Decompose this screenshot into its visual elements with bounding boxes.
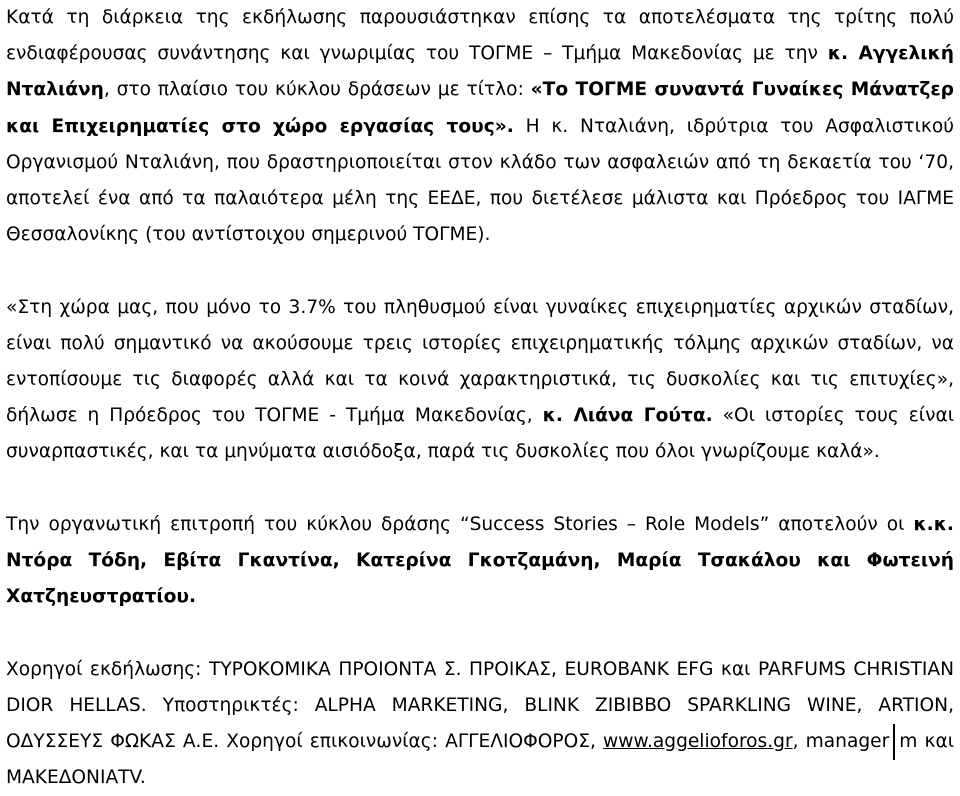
boxed-text: m — [893, 724, 917, 760]
paragraph-segment-bold: κ.κ. Ντόρα Τόδη, Εβίτα Γκαντίνα, Κατερίνα Γκοτζαμάνη, Μαρία Τσακάλου και Φωτεινή Χατζηευστρατίου. — [6, 513, 954, 608]
paragraph-segment: «Στη χώρα μας, που μόνο το 3.7% του πληθυσμού είναι γυναίκες επιχειρηματίες αρχικών σταδίων, είναι πολύ σημαντικό να ακούσουμε τρεις ιστορίες επιχειρηματικής τόλμης αρχικών σταδίων, να εντοπίσουμε τις διαφορές αλλά και τα κοινά χαρακτηριστικά, τις δυσκολίες και τις επιτυχίες», δήλωσε η Πρόεδρος του ΤΟΓΜΕ - Τμήμα Μακεδονίας, — [6, 296, 954, 427]
paragraph-event-results — [6, 0, 954, 253]
paragraph-segment-bold: «Το ΤΟΓΜΕ συναντά Γυναίκες Μάνατζερ και Επιχειρηματίες στο χώρο εργασίας τους». — [6, 79, 954, 137]
paragraph-segment: Την οργανωτική επιτροπή του κύκλου δράσης “Success Stories – Role Models” αποτελούν οι — [6, 513, 914, 535]
paragraph-president-quote — [6, 290, 954, 471]
paragraph-segment: «Οι ιστορίες τους είναι συναρπαστικές, και τα μηνύματα αισιόδοξα, παρά τις δυσκολίες που όλοι γνωρίζουμε καλά». — [6, 405, 955, 463]
sponsors-text: Χορηγοί εκδήλωσης: ΤΥΡΟΚΟΜΙΚΑ ΠΡΟΙΟΝΤΑ Σ. ΠΡΟΙΚΑΣ, EUROBANK EFG και PARFUMS CHRISTIAN DIOR HELLAS. Υποστηρικτές: ALPHA MARKETING, BLINK ZIBIBBO SPARKLING WINE, ARTION, ΟΔΥΣΣΕΥΣ ΦΩΚΑΣ Α.Ε. Χορηγοί επικοινωνίας: ΑΓΓΕΛΙΟΦΟΡΟΣ, — [6, 658, 954, 753]
paragraph-segment: , στο πλαίσιο του κύκλου δράσεων με τίτλο: — [103, 79, 531, 101]
paragraph-sponsors — [6, 652, 954, 796]
paragraph-segment-bold: κ. Λιάνα Γούτα. — [542, 405, 713, 427]
paragraph-organizing-committee — [6, 507, 954, 616]
paragraph-segment: Η κ. Νταλιάνη, ιδρύτρια του Ασφαλιστικού Οργανισμού Νταλιάνη, που δραστηριοποιείται στον κλάδο των ασφαλειών από τη δεκαετία του ‘70, αποτελεί ένα από τα παλαιότερα μέλη της ΕΕΔΕ, που διετέλεσε μάλιστα και Πρόεδρος του ΙΑΓΜΕ Θεσσαλονίκης (του αντίστοιχου σημερινού ΤΟΓΜΕ). — [6, 115, 954, 246]
sponsors-manager-text: , manager — [792, 731, 890, 753]
paragraph-segment: Κατά τη διάρκεια της εκδήλωσης παρουσιάστηκαν επίσης τα αποτελέσματα της τρίτης πολύ ενδιαφέρουσας συνάντησης και γνωριμίας του ΤΟΓΜΕ – Τμήμα Μακεδονίας με την — [6, 7, 954, 65]
paragraph-segment-bold: κ. Αγγελική Νταλιάνη — [6, 43, 954, 101]
aggelioforos-link[interactable]: www.aggelioforos.gr — [603, 731, 793, 753]
document-page — [6, 0, 954, 796]
sponsors-tail-text: και ΜΑΚΕΔΟΝΙΑTV. — [6, 731, 954, 789]
